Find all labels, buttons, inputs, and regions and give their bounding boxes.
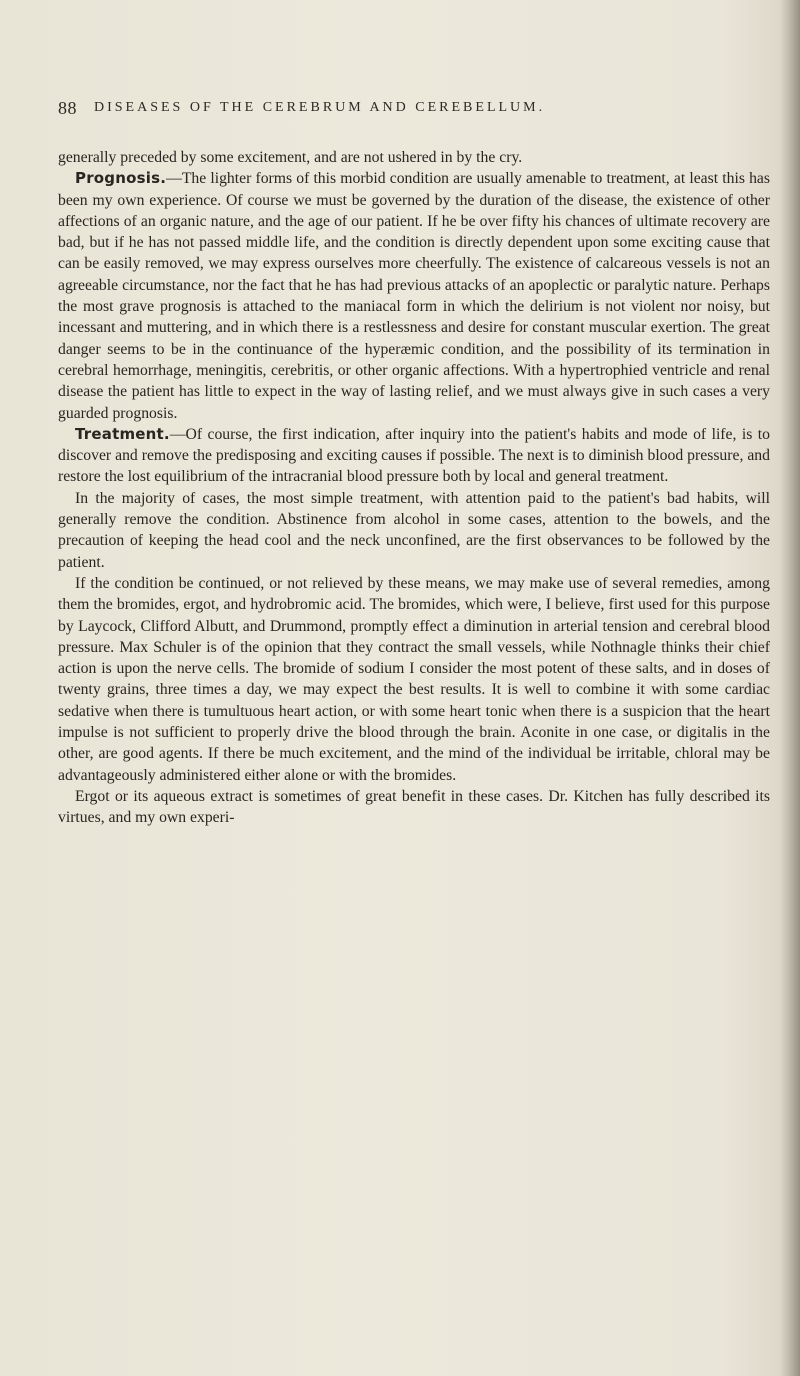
paragraph-ergot — [58, 786, 770, 829]
page-number: 88 — [58, 98, 77, 118]
paragraph-text: generally preceded by some excitement, and are not ushered in by the cry. — [58, 149, 523, 166]
paragraph-text: —The lighter forms of this morbid condition are usually amenable to treatment, at least this has been my own experience. Of course we must be governed by the duration of the disease, the existence of other affections of an organic nature, and the age of our patient. If he be over fifty his chances of ultimate recovery are bad, but if he has not passed middle life, and the condition is directly dependent upon some exciting cause that can be easily removed, we may express ourselves more cheerfully. The existence of calcareous vessels is not an agreeable circumstance, nor the fact that he has had previous attacks of an apoplectic or paralytic nature. Perhaps the most grave prognosis is attached to the maniacal form in which the delirium is not violent nor noisy, but incessant and muttering, and in which there is a restlessness and desire for constant muscular exertion. The great danger seems to be in the continuance of the hyperæmic condition, and the possibility of its termination in cerebral hemorrhage, meningitis, cerebritis, or other organic affections. With a hypertrophied ventricle and renal disease the patient has little to expect in the way of lasting relief, and we must always give in such cases a very guarded prognosis. — [58, 170, 770, 422]
page-edge-shadow — [780, 0, 800, 1376]
paragraph-simple-treatment — [58, 488, 770, 573]
paragraph-continuation — [58, 147, 770, 168]
body-text — [58, 147, 770, 829]
paragraph-text: Ergot or its aqueous extract is sometimes of great benefit in these cases. Dr. Kitchen has fully described its virtues, and my own experi- — [58, 787, 770, 827]
section-heading-prognosis: Prognosis. — [75, 169, 167, 188]
paragraph-remedies — [58, 573, 770, 786]
running-title: DISEASES OF THE CEREBRUM AND CEREBELLUM. — [94, 100, 546, 115]
paragraph-text: —Of course, the first indication, after inquiry into the patient's habits and mode of life, is to discover and remove the predisposing and exciting causes if possible. The next is to diminish blood pressure, and restore the lost equilibrium of the intracranial blood pressure both by local and general treatment. — [58, 425, 770, 486]
paragraph-treatment — [58, 424, 770, 488]
paragraph-text: In the majority of cases, the most simple treatment, with attention paid to the patient's bad habits, will generally remove the condition. Abstinence from alcohol in some cases, attention to the bowels, and the precaution of keeping the head cool and the neck unconfined, are the first observances to be followed by the patient. — [58, 489, 770, 571]
paragraph-prognosis — [58, 168, 770, 424]
section-heading-treatment: Treatment. — [75, 424, 170, 443]
page-header — [58, 98, 758, 126]
paragraph-text: If the condition be continued, or not relieved by these means, we may make use of several remedies, among them the bromides, ergot, and hydrobromic acid. The bromides, which were, I believe, first used for this purpose by Laycock, Clifford Albutt, and Drummond, promptly effect a diminution in arterial tension and cerebral blood pressure. Max Schuler is of the opinion that they contract the small vessels, while Nothnagle thinks their chief action is upon the nerve cells. The bromide of sodium I consider the most potent of these salts, and in doses of twenty grains, three times a day, we may expect the best results. It is well to combine it with some cardiac sedative when there is tumultuous heart action, or with some heart tonic when there is a suspicion that the heart impulse is not sufficient to properly drive the blood through the brain. Aconite in one case, or digitalis in the other, are good agents. If there be much excitement, and the mind of the individual be irritable, chloral may be advantageously administered either alone or with the bromides. — [58, 574, 770, 784]
